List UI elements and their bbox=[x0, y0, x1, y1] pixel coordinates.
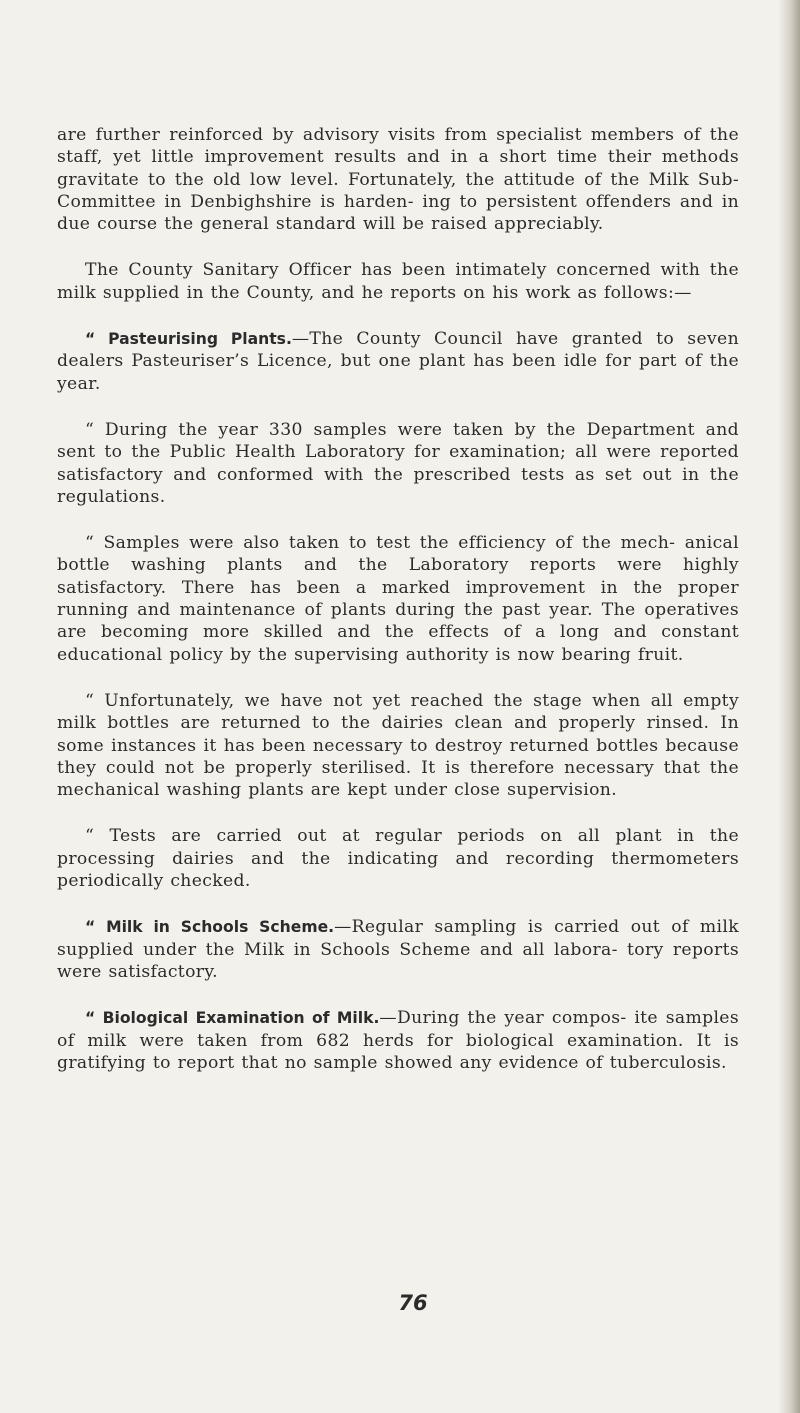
paragraph-biological-examination bbox=[57, 1007, 739, 1074]
heading-pasteurising-plants: “ Pasteurising Plants. bbox=[85, 330, 292, 349]
page-number: 76 bbox=[398, 1291, 428, 1315]
page-edge-shadow bbox=[778, 0, 800, 1413]
paragraph-1-text: are further reinforced by advisory visits from specialist members of the staff, yet little improvement results and in a short time their methods gravitate to the old low level. Fortunately, the attitude of the Milk Sub-Committee in Denbighshire is harden- ing to persistent offenders and in due course the general standard will be raised appreciably. bbox=[57, 125, 739, 235]
paragraph-8-text: —Regular sampling is carried out of milk supplied under the Milk in Schools Scheme and all labora- tory reports were satisfactory. bbox=[57, 917, 739, 982]
paragraph-6 bbox=[57, 690, 739, 801]
paragraph-3-text: —The County Council have granted to seven dealers Pasteuriser’s Licence, but one plant has been idle for part of the year. bbox=[57, 329, 739, 394]
paragraph-4 bbox=[57, 419, 739, 508]
paragraph-pasteurising-plants bbox=[57, 328, 739, 395]
paragraph-2-text: The County Sanitary Officer has been intimately concerned with the milk supplied in the County, and he reports on his work as follows:— bbox=[57, 260, 739, 303]
heading-milk-in-schools: “ Milk in Schools Scheme. bbox=[85, 918, 335, 937]
paragraph-7-text: “ Tests are carried out at regular periods on all plant in the processing dairies and the indicating and recording thermometers periodically checked. bbox=[57, 826, 739, 892]
paragraph-6-text: “ Unfortunately, we have not yet reached the stage when all empty milk bottles are returned to the dairies clean and properly rinsed. In some instances it has been necessary to destroy returned bottles because they could not be properly sterilised. It is therefore necessary that the mechanical washing plants are kept under close supervision. bbox=[57, 690, 739, 801]
paragraph-1 bbox=[57, 124, 739, 235]
paragraph-milk-in-schools bbox=[57, 916, 739, 983]
paragraph-5 bbox=[57, 532, 739, 666]
paragraph-4-text: “ During the year 330 samples were taken by the Department and sent to the Public Health Laboratory for examination; all were reported satisfactory and conformed with the prescribed tests as set out in the regulations. bbox=[57, 419, 739, 507]
paragraph-2 bbox=[57, 259, 739, 304]
paragraph-5-text: “ Samples were also taken to test the efficiency of the mech- anical bottle washing plants and the Laboratory reports were highly satisfactory. There has been a marked improvement in the proper running and maintenance of plants during the past year. The operatives are becoming more skilled and the effects of a long and constant educational policy by the supervising authority is now bearing fruit. bbox=[57, 533, 739, 665]
paragraph-9-text: —During the year compos- ite samples of milk were taken from 682 herds for biological examination. It is gratifying to report that no sample showed any evidence of tuberculosis. bbox=[57, 1008, 739, 1073]
heading-biological-examination: “ Biological Examination of Milk. bbox=[85, 1009, 380, 1028]
body-text bbox=[57, 124, 739, 1098]
paragraph-7 bbox=[57, 825, 739, 892]
